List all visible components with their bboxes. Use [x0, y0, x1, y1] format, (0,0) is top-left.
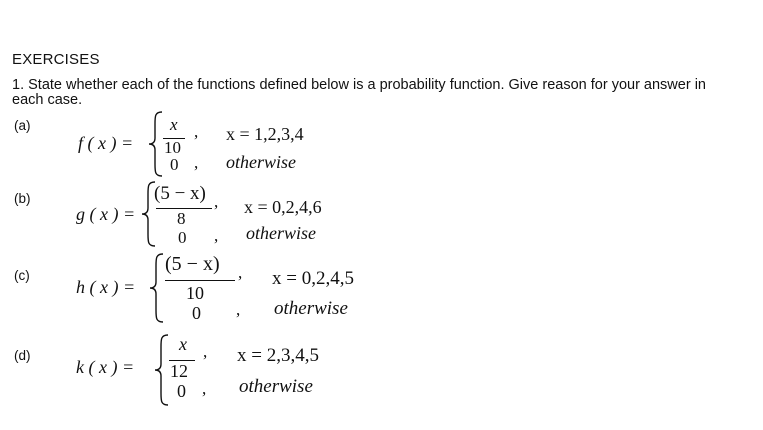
zero-value: 0 — [177, 381, 186, 401]
otherwise-text: otherwise — [246, 223, 316, 243]
comma: , — [238, 263, 243, 282]
fraction-bar — [165, 280, 235, 281]
numerator: (5 − x) — [165, 253, 220, 275]
condition: x = 0,2,4,6 — [244, 197, 322, 217]
denominator: 10 — [186, 283, 204, 303]
part-label: (a) — [14, 118, 31, 133]
comma: , — [236, 300, 241, 319]
question-text — [12, 78, 752, 108]
denominator: 10 — [164, 138, 181, 157]
otherwise-text: otherwise — [274, 298, 348, 319]
function-lhs: f ( x ) = — [78, 133, 134, 153]
comma: , — [194, 122, 199, 141]
question-line-1: 1. State whether each of the functions defined below is a probability function. Give reason for your answer in — [12, 77, 706, 93]
numerator: (5 − x) — [154, 183, 206, 204]
denominator: 8 — [177, 209, 186, 228]
numerator: x — [179, 334, 187, 354]
denominator: 12 — [170, 361, 188, 381]
condition: x = 1,2,3,4 — [226, 124, 304, 144]
otherwise-text: otherwise — [226, 152, 296, 172]
function-lhs: g ( x ) = — [76, 204, 136, 224]
part-label: (b) — [14, 191, 31, 206]
exercises-heading: EXERCISES — [12, 51, 100, 68]
part-label: (d) — [14, 348, 31, 363]
comma: , — [202, 379, 207, 398]
part-label: (c) — [14, 268, 30, 283]
zero-value: 0 — [178, 228, 187, 247]
left-brace — [147, 110, 165, 178]
comma: , — [214, 192, 219, 211]
otherwise-text: otherwise — [239, 376, 313, 397]
left-brace — [153, 333, 171, 407]
comma: , — [203, 342, 208, 361]
numerator: x — [170, 115, 178, 134]
comma: , — [214, 226, 219, 245]
function-lhs: k ( x ) = — [76, 357, 135, 377]
left-brace — [148, 252, 166, 324]
comma: , — [194, 153, 199, 172]
question-line-2: each case. — [12, 92, 83, 108]
condition: x = 2,3,4,5 — [237, 345, 319, 366]
function-lhs: h ( x ) = — [76, 277, 136, 297]
zero-value: 0 — [170, 155, 179, 174]
zero-value: 0 — [192, 303, 201, 323]
condition: x = 0,2,4,5 — [272, 268, 354, 289]
